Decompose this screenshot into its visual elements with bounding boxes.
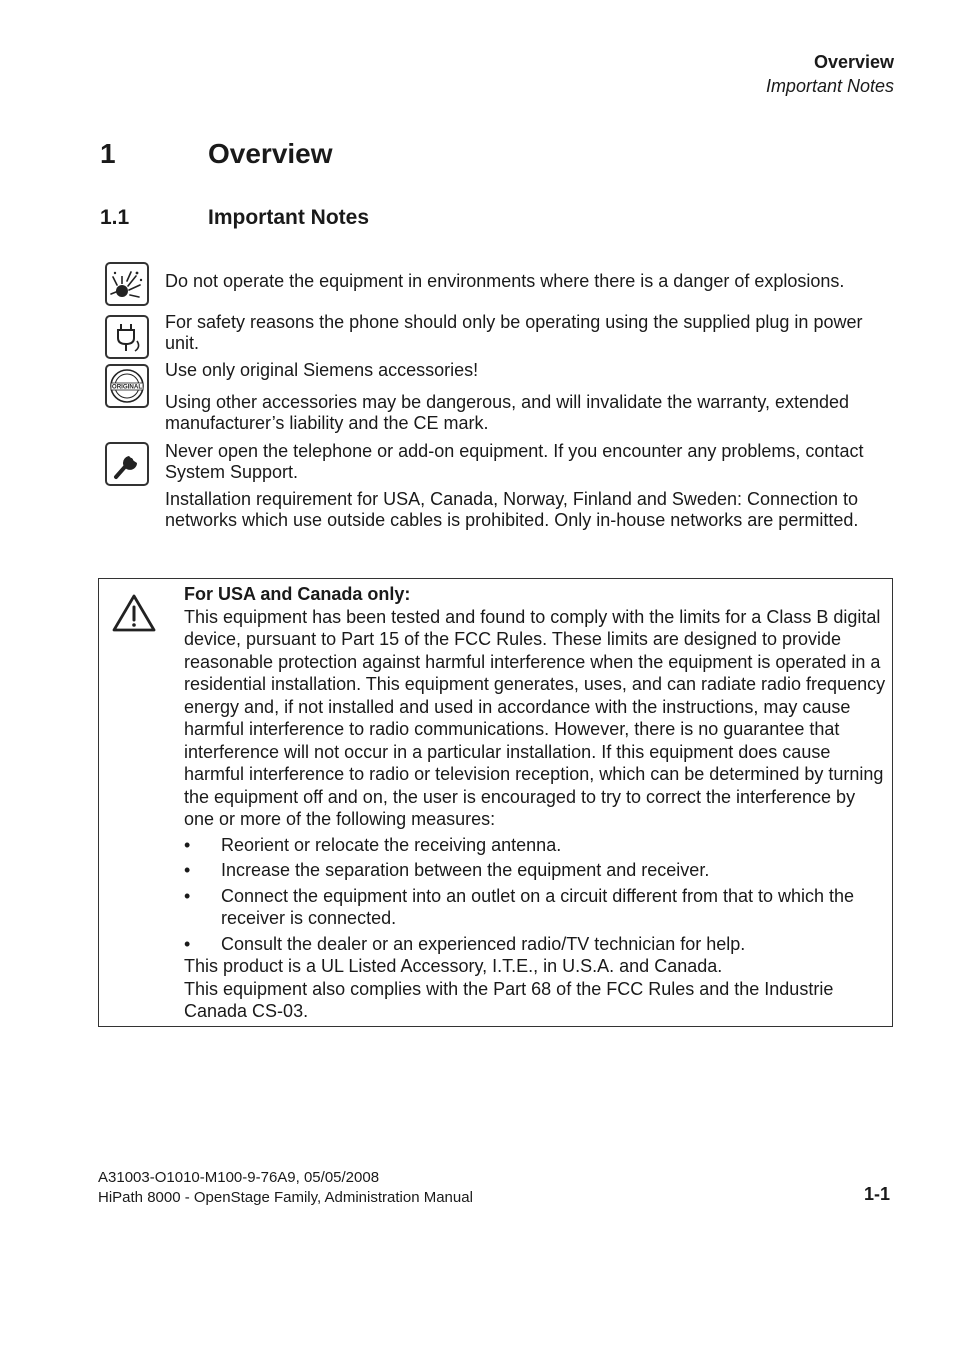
list-item-text: Increase the separation between the equipment and receiver.: [221, 860, 710, 880]
footer-manual-title: HiPath 8000 - OpenStage Family, Administration Manual: [98, 1189, 473, 1206]
bullet-mark: •: [184, 885, 191, 906]
section-title: Important Notes: [208, 206, 370, 229]
original-accessories-seal-icon: [105, 364, 149, 408]
chapter-title: Overview: [208, 138, 333, 169]
wrench-icon: [105, 442, 149, 486]
note-service-text: Never open the telephone or add-on equipment. If you encounter any problems, contact System Support.: [165, 441, 864, 482]
running-head-title: Overview: [813, 52, 894, 72]
chapter-number: 1: [100, 138, 116, 169]
list-item-text: Consult the dealer or an experienced radio/TV technician for help.: [221, 933, 746, 954]
fcc-notice-box: [98, 578, 893, 1027]
power-plug-icon: [105, 315, 149, 359]
note-power-text: For safety reasons the phone should only be operating using the supplied plug in power unit.: [165, 312, 863, 353]
seal-text: ORIGINAL: [111, 383, 143, 391]
footer: [98, 1168, 473, 1208]
notice-bullet-list: [184, 834, 889, 956]
bullet-mark: •: [184, 834, 191, 855]
page-number: 1-1: [863, 1184, 890, 1204]
list-item-text: Connect the equipment into an outlet on a circuit different from that to which the receiver is connected.: [221, 885, 855, 928]
list-item: [184, 859, 889, 882]
bullet-mark: •: [184, 933, 191, 954]
note-accessories-warning-text: Using other accessories may be dangerous, and will invalidate the warranty, extended manufacturer’s liability and the CE mark.: [165, 392, 850, 433]
running-head: [766, 50, 894, 98]
list-item: [184, 933, 889, 956]
section-number: 1.1: [100, 206, 130, 229]
list-item-text: Reorient or relocate the receiving antenna.: [221, 834, 562, 855]
note-explosion-text: Do not operate the equipment in environments where there is a danger of explosions.: [165, 271, 845, 291]
fcc-notice-content: [184, 583, 889, 1023]
notice-ul-listing-text: This product is a UL Listed Accessory, I.T.E., in U.S.A. and Canada.: [184, 956, 723, 976]
warning-triangle-icon: [111, 593, 157, 633]
list-item: [184, 834, 889, 857]
list-item: [184, 885, 889, 930]
footer-doc-id: A31003-O1010-M100-9-76A9, 05/05/2008: [98, 1169, 380, 1186]
running-head-subtitle: Important Notes: [765, 76, 894, 96]
note-accessories-text: Use only original Siemens accessories!: [165, 360, 479, 380]
note-installation-text: Installation requirement for USA, Canada, Norway, Finland and Sweden: Connection to networks which use outside cables is prohibited. Only in-house networks are permitted.: [165, 489, 859, 530]
notice-fcc-part68-text: This equipment also complies with the Part 68 of the FCC Rules and the Industrie Canada CS-03.: [184, 978, 834, 1021]
notice-body: This equipment has been tested and found to comply with the limits for a Class B digital device, pursuant to Part 15 of the FCC Rules. These limits are designed to provide reasonable protection against harmful interference when the equipment is operated in a residential installation. This equipment generates, uses, and can radiate radio frequency energy and, if not installed and used in accordance with the instructions, may cause harmful interference to radio communications. However, there is no guarantee that interference will not occur in a particular installation. If this equipment does cause harmful interference to radio or television reception, which can be determined by turning the equipment off and on, the user is encouraged to try to correct the interference by one or more of the following measures:: [184, 606, 886, 829]
bullet-mark: •: [184, 860, 191, 880]
explosion-icon: [105, 262, 149, 306]
notice-title: For USA and Canada only:: [184, 584, 411, 604]
